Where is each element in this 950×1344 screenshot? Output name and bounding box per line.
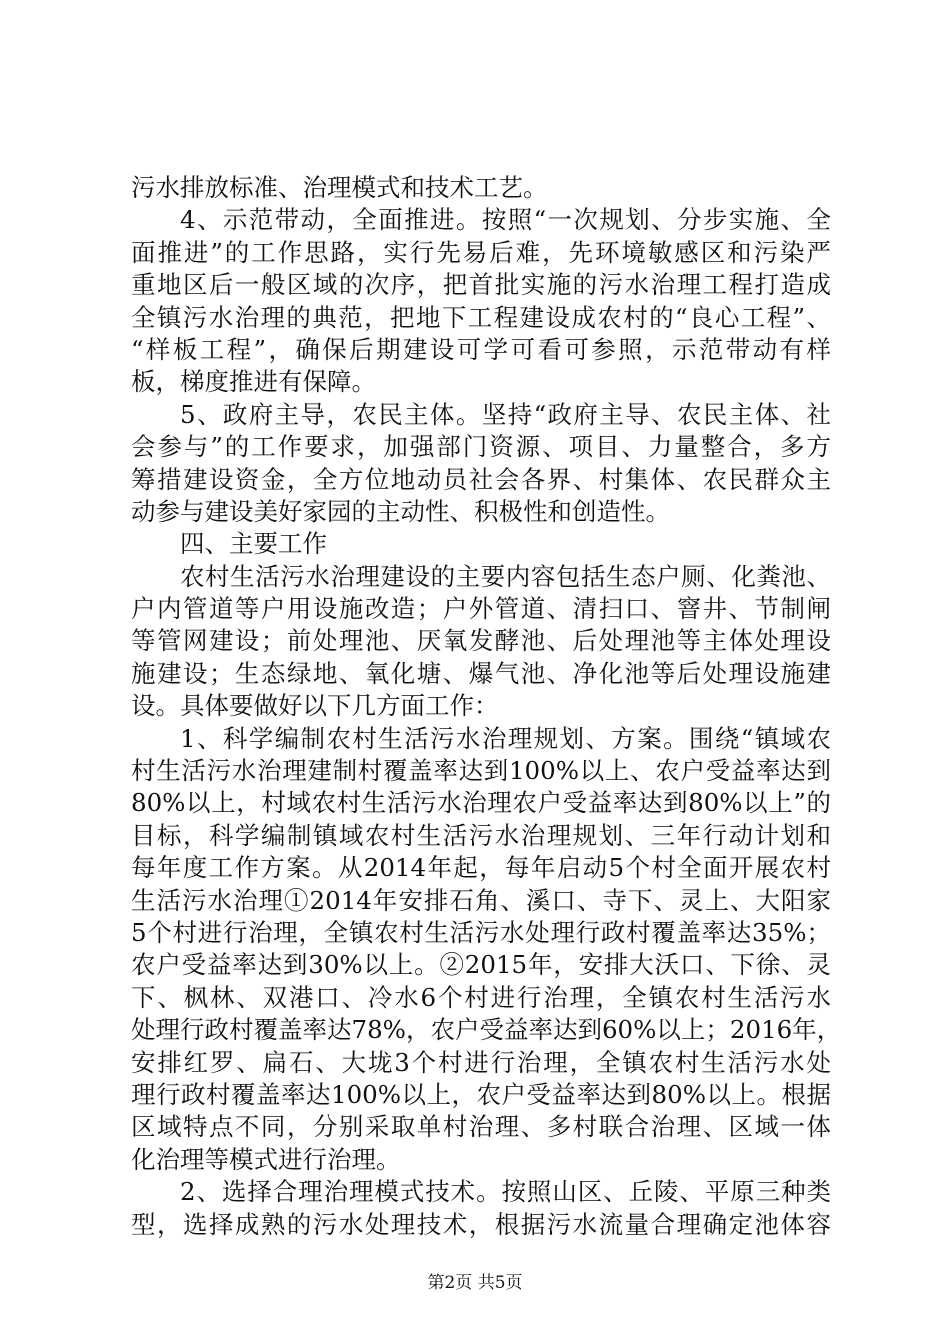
text-line: 农村生活污水治理建设的主要内容包括生态户厕、化粪池、 <box>180 561 831 591</box>
text-line: 2、选择合理治理模式技术。按照山区、丘陵、平原三种类 <box>180 1177 831 1207</box>
document-body <box>131 172 842 1241</box>
text-line: 处理行政村覆盖率达78%，农户受益率达到60%以上；2016年， <box>131 1015 842 1045</box>
text-line: 区域特点不同，分别采取单村治理、多村联合治理、区域一体 <box>131 1112 831 1142</box>
text-line: 农户受益率达到30%以上。②2015年，安排大沃口、下徐、灵 <box>131 950 831 980</box>
text-line: 会参与”的工作要求，加强部门资源、项目、力量整合，多方 <box>131 432 831 462</box>
text-line: 面推进”的工作思路，实行先易后难，先环境敏感区和污染严 <box>131 237 831 267</box>
text-line: 筹措建设资金，全方位地动员社会各界、村集体、农民群众主 <box>131 464 831 494</box>
text-line: 5、政府主导，农民主体。坚持“政府主导、农民主体、社 <box>180 399 831 429</box>
text-line: 安排红罗、扁石、大垅3个村进行治理，全镇农村生活污水处 <box>131 1047 831 1077</box>
text-line: 下、枫林、双港口、冷水6个村进行治理，全镇农村生活污水 <box>131 982 831 1012</box>
text-line: “样板工程”，确保后期建设可学可看可参照，示范带动有样 <box>131 334 831 364</box>
text-line: 80%以上，村域农村生活污水治理农户受益率达到80%以上”的 <box>131 788 831 818</box>
text-line: 全镇污水治理的典范，把地下工程建设成农村的“良心工程”、 <box>131 302 831 332</box>
text-line: 化治理等模式进行治理。 <box>131 1144 401 1174</box>
text-line: 等管网建设；前处理池、厌氧发酵池、后处理池等主体处理设 <box>131 626 831 656</box>
text-line: 型，选择成熟的污水处理技术，根据污水流量合理确定池体容 <box>131 1209 831 1239</box>
text-line: 设。具体要做好以下几方面工作： <box>131 691 499 721</box>
text-line: 生活污水治理①2014年安排石角、溪口、寺下、灵上、大阳家 <box>131 885 831 915</box>
text-line: 重地区后一般区域的次序，把首批实施的污水治理工程打造成 <box>131 270 831 300</box>
text-line: 户内管道等户用设施改造；户外管道、清扫口、窨井、节制闸 <box>131 594 831 624</box>
text-line: 施建设；生态绿地、氧化塘、爆气池、净化池等后处理设施建 <box>131 658 831 688</box>
text-line: 5个村进行治理，全镇农村生活污水处理行政村覆盖率达35%； <box>131 917 831 947</box>
text-line: 理行政村覆盖率达100%以上，农户受益率达到80%以上。根据 <box>131 1079 831 1109</box>
text-line: 4、示范带动，全面推进。按照“一次规划、分步实施、全 <box>180 205 831 235</box>
text-line: 动参与建设美好家园的主动性、积极性和创造性。 <box>131 496 670 526</box>
text-line: 每年度工作方案。从2014年起，每年启动5个村全面开展农村 <box>131 853 831 883</box>
text-line: 板，梯度推进有保障。 <box>131 367 376 397</box>
text-line: 1、科学编制农村生活污水治理规划、方案。围绕“镇域农 <box>180 723 831 753</box>
text-line: 污水排放标准、治理模式和技术工艺。 <box>131 173 548 202</box>
text-line: 目标，科学编制镇域农村生活污水治理规划、三年行动计划和 <box>131 820 831 850</box>
page-footer: 第2页 共5页 <box>427 1273 523 1293</box>
text-line: 四、主要工作 <box>180 529 327 559</box>
text-line: 村生活污水治理建制村覆盖率达到100%以上、农户受益率达到 <box>131 756 831 786</box>
